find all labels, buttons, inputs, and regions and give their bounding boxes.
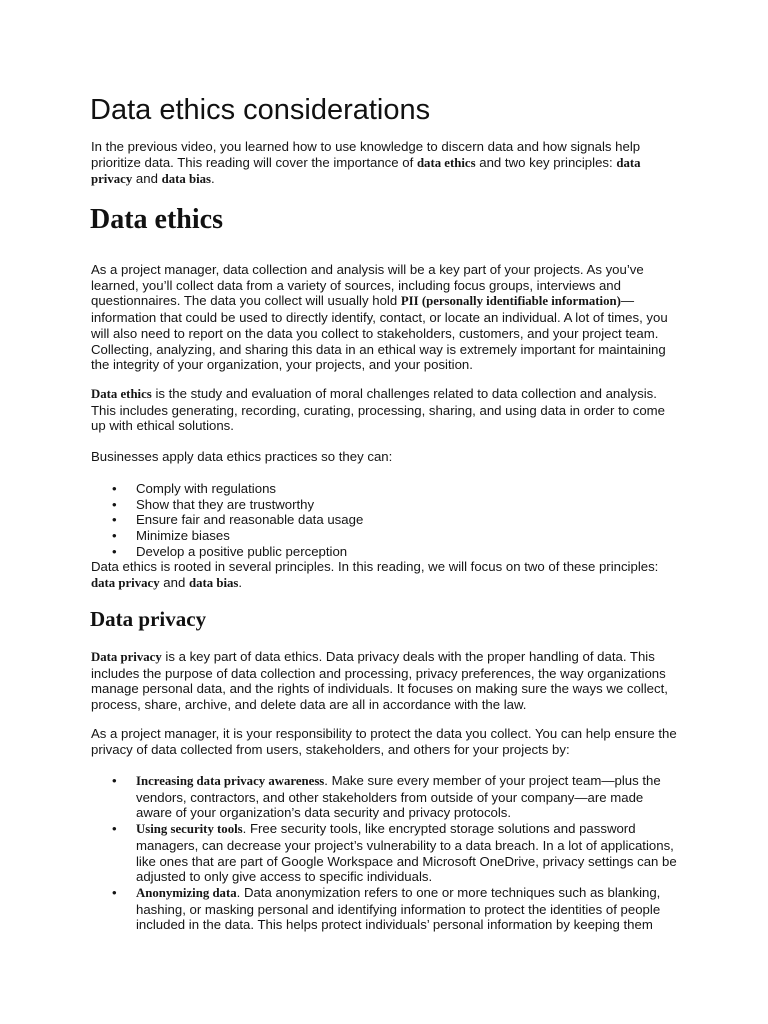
paragraph-text: As a project manager, data collection and analysis will be a key part of your projects. As you’ve learned, you’ll collect data from a variety of sources, including focus groups, interviews and questionnaires. The data you collect will usually hold bbox=[91, 262, 644, 309]
bold-data-bias: data bias bbox=[188, 575, 239, 590]
ethics-paragraph-4 bbox=[91, 559, 681, 591]
bold-term: Increasing data privacy awareness bbox=[136, 774, 325, 788]
paragraph-text: and bbox=[159, 574, 189, 590]
intro-paragraph bbox=[91, 139, 681, 188]
bold-data-privacy: Data privacy bbox=[91, 650, 162, 664]
bold-data-privacy: data privacy bbox=[91, 575, 160, 590]
list-item-text: Comply with regulations bbox=[136, 481, 276, 496]
list-item-text: Show that they are trustworthy bbox=[136, 496, 315, 512]
intro-text: and bbox=[132, 171, 162, 187]
intro-text: In the previous video, you learned how to use knowledge to discern data and how signals help prioritize data. This reading will cover the importance of bbox=[91, 139, 641, 170]
bullet-glyph: • bbox=[112, 773, 117, 788]
bullet-glyph: • bbox=[112, 496, 117, 512]
list-item-text: . Make sure every member of your project team—plus the vendors, contractors, and other stakeholders from outside of your company—are made aware of your organization’s data security and privacy protocols. bbox=[136, 773, 661, 821]
list-item-text: Ensure fair and reasonable data usage bbox=[136, 512, 364, 528]
intro-bold-data-ethics: data ethics bbox=[416, 155, 476, 170]
ethics-paragraph-1 bbox=[91, 262, 681, 373]
bold-term: Using security tools bbox=[136, 822, 243, 837]
privacy-paragraph-2: As a project manager, it is your responsibility to protect the data you collect. You can help ensure the privacy of data collected from users, stakeholders, and others for your projects by: bbox=[91, 726, 677, 757]
paragraph-text: Data ethics is rooted in several principles. In this reading, we will focus on two of these principles: bbox=[91, 559, 659, 574]
list-item-text: Minimize biases bbox=[136, 528, 230, 544]
list-item bbox=[91, 544, 691, 560]
bold-data-ethics: Data ethics bbox=[91, 387, 152, 401]
list-item-text: Develop a positive public perception bbox=[136, 543, 348, 559]
list-item bbox=[91, 885, 681, 933]
bullet-glyph: • bbox=[112, 543, 117, 559]
ethics-paragraph-2 bbox=[91, 386, 681, 434]
page-title: Data ethics considerations bbox=[90, 94, 431, 126]
bullet-glyph: • bbox=[112, 884, 117, 900]
bold-pii: PII (personally identifiable information) bbox=[400, 294, 621, 309]
paragraph-text: . bbox=[238, 574, 243, 590]
list-item bbox=[91, 481, 691, 497]
intro-bold-data-bias: data bias bbox=[161, 172, 212, 187]
bullet-glyph: • bbox=[112, 528, 117, 544]
list-item bbox=[91, 497, 691, 513]
bullet-glyph: • bbox=[112, 481, 117, 496]
list-item-text: . Data anonymization refers to one or more techniques such as blanking, hashing, or masking personal and identifying information to protect the identities of people included in the data. This helps protect individuals’ personal information by keeping them bbox=[136, 884, 661, 933]
ethics-bullet-list bbox=[91, 481, 691, 560]
list-item bbox=[91, 512, 691, 528]
bullet-glyph: • bbox=[112, 512, 117, 528]
intro-text: and two key principles: bbox=[475, 154, 617, 170]
privacy-bullet-list bbox=[91, 773, 681, 933]
ethics-paragraph-3: Businesses apply data ethics practices so they can: bbox=[91, 449, 393, 464]
privacy-paragraph-1 bbox=[91, 649, 681, 713]
list-item bbox=[91, 528, 691, 544]
intro-bold-data-privacy: data privacy bbox=[91, 155, 641, 187]
list-item bbox=[91, 773, 681, 821]
paragraph-text: is the study and evaluation of moral challenges related to data collection and analysis. This includes generating, recording, curating, processing, sharing, and using data in order to come up with ethical solutions. bbox=[91, 386, 665, 434]
bold-term: Anonymizing data bbox=[136, 885, 237, 900]
section-heading-data-ethics: Data ethics bbox=[90, 204, 223, 235]
section-heading-data-privacy: Data privacy bbox=[90, 607, 207, 631]
paragraph-text: —information that could be used to directly identify, contact, or locate an individual. A lot of times, you will also need to report on the data you collect to stakeholders, customers, and your project team. Collecting, analyzing, and sharing this data in an ethical way is extremely important for maintaining the integrity of your organization, your projects, and your position. bbox=[91, 293, 668, 373]
intro-text: . bbox=[211, 171, 215, 187]
bullet-glyph: • bbox=[112, 821, 117, 837]
list-item-text: . Free security tools, like encrypted storage solutions and password managers, can decrease your project’s vulnerability to a data breach. In a lot of applications, like ones that are part of Google Workspace and Microsoft OneDrive, privacy settings can be adjusted to only give access to specific individuals. bbox=[136, 821, 677, 885]
list-item bbox=[91, 821, 681, 885]
paragraph-text: is a key part of data ethics. Data privacy deals with the proper handling of data. This includes the purpose of data collection and processing, privacy preferences, the way organizations manage personal data, and the rights of individuals. It focuses on making sure the ways we collect, process, share, archive, and delete data are all in accordance with the law. bbox=[91, 649, 668, 713]
